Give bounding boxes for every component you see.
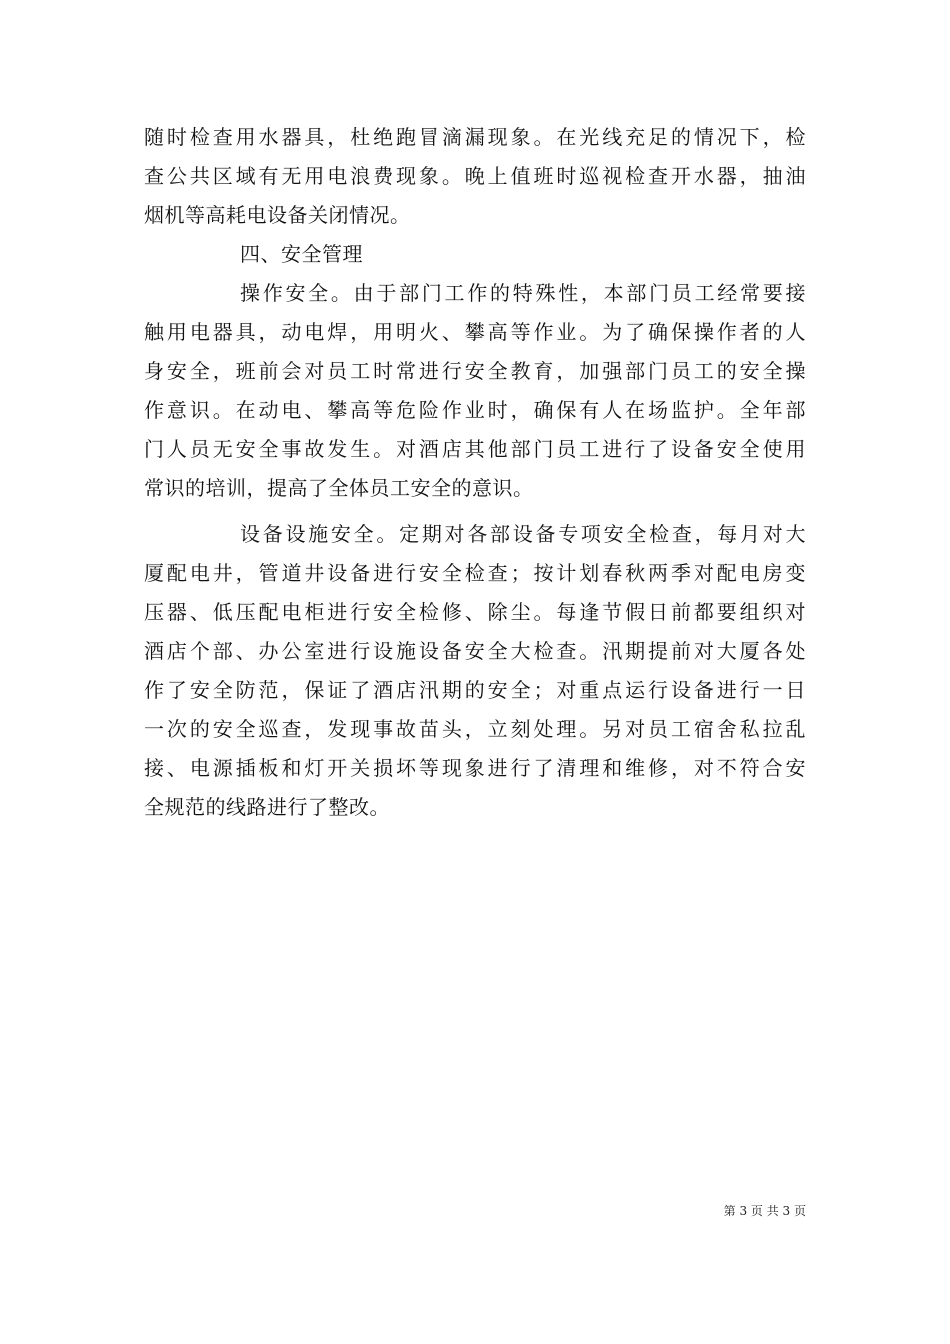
section-heading: 四、安全管理: [240, 242, 363, 266]
text-line: 作了安全防范，保证了酒店汛期的安全；对重点运行设备进行一日: [144, 678, 806, 702]
text-line: 身安全，班前会对员工时常进行安全教育，加强部门员工的安全操: [144, 359, 806, 383]
text-line: 查公共区域有无用电浪费现象。晚上值班时巡视检查开水器，抽油: [144, 164, 806, 188]
text-line: 全规范的线路进行了整改。: [144, 795, 390, 819]
text-line: 作意识。在动电、攀高等危险作业时，确保有人在场监护。全年部: [144, 398, 806, 422]
text-line: 随时检查用水器具，杜绝跑冒滴漏现象。在光线充足的情况下，检: [144, 125, 806, 149]
section-heading-safety: [144, 235, 806, 274]
paragraph-water-electric: [144, 118, 806, 235]
paragraph-operation-safety: [144, 274, 806, 508]
text-line: 常识的培训，提高了全体员工安全的意识。: [144, 476, 534, 500]
text-line: 烟机等高耗电设备关闭情况。: [144, 203, 411, 227]
document-body: [144, 118, 806, 827]
text-line: 压器、低压配电柜进行安全检修、除尘。每逢节假日前都要组织对: [144, 600, 806, 624]
text-line: 接、电源插板和灯开关损坏等现象进行了清理和维修，对不符合安: [144, 756, 806, 780]
text-line: 厦配电井，管道井设备进行安全检查；按计划春秋两季对配电房变: [144, 561, 806, 585]
text-line: 一次的安全巡查，发现事故苗头，立刻处理。另对员工宿舍私拉乱: [144, 717, 806, 741]
text-line: 门人员无安全事故发生。对酒店其他部门员工进行了设备安全使用: [144, 437, 806, 461]
text-line: 操作安全。由于部门工作的特殊性，本部门员工经常要接: [240, 281, 806, 305]
text-line: 设备设施安全。定期对各部设备专项安全检查，每月对大: [240, 522, 806, 546]
text-line: 酒店个部、办公室进行设施设备安全大检查。汛期提前对大厦各处: [144, 639, 806, 663]
page-number-footer: 第 3 页 共 3 页: [723, 1204, 806, 1218]
text-line: 触用电器具，动电焊，用明火、攀高等作业。为了确保操作者的人: [144, 320, 806, 344]
paragraph-facility-safety: [144, 515, 806, 827]
